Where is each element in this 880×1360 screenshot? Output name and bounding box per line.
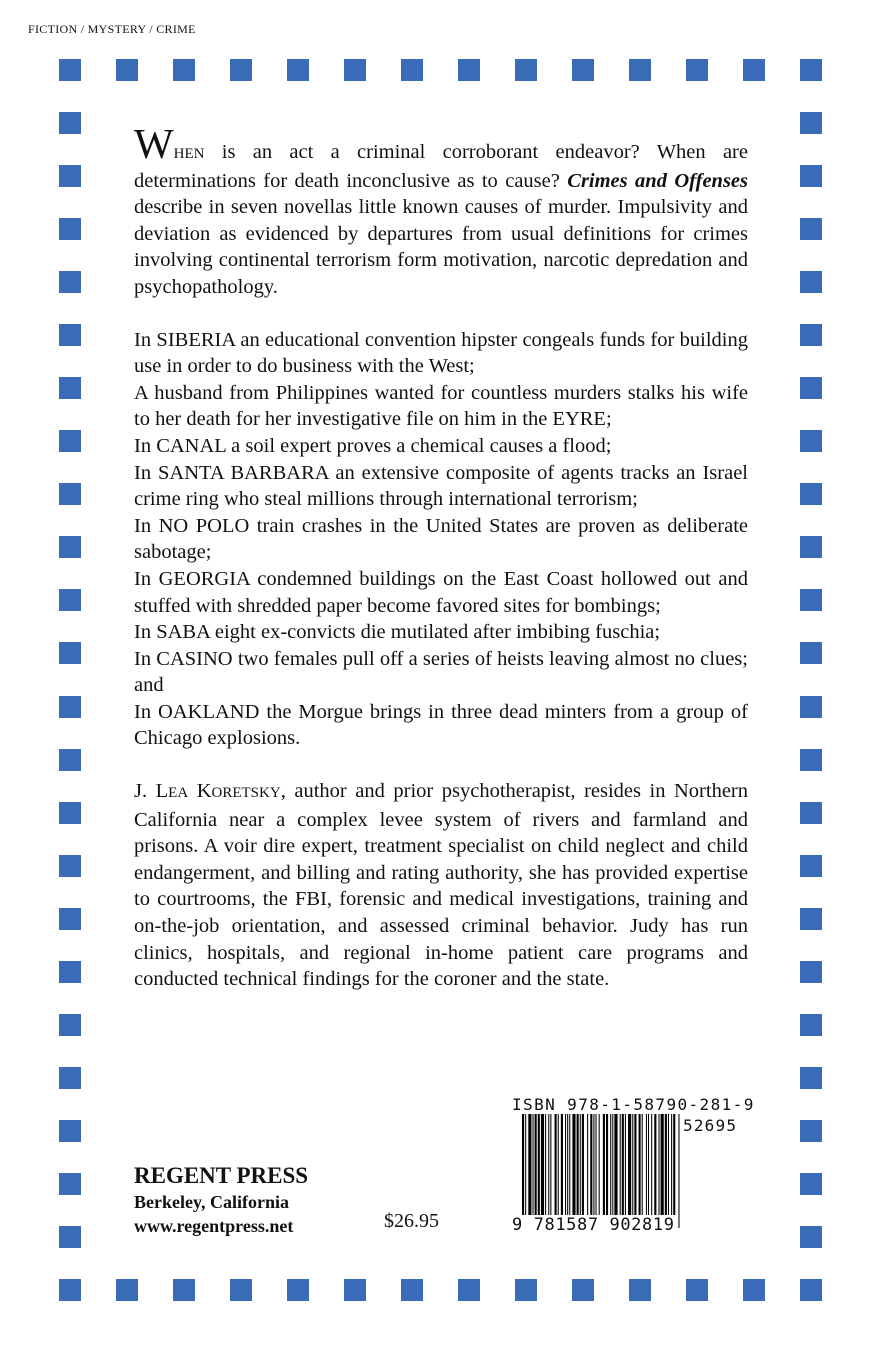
border-square (800, 377, 822, 399)
barcode-bar (622, 1114, 624, 1228)
barcode-bar (628, 1114, 631, 1228)
isbn-label: ISBN 978-1-58790-281-9 (512, 1095, 755, 1114)
border-square (800, 1120, 822, 1142)
novella-item: In CANAL a soil expert proves a chemical causes a flood; (134, 434, 612, 457)
barcode-bar (625, 1114, 626, 1228)
publisher-city: Berkeley, California (134, 1192, 289, 1212)
border-square (629, 1279, 651, 1301)
border-square (59, 483, 81, 505)
border-square (401, 1279, 423, 1301)
border-square (59, 218, 81, 240)
barcode-bar (665, 1114, 667, 1228)
border-square (59, 536, 81, 558)
border-square (59, 165, 81, 187)
border-square (59, 430, 81, 452)
border-square (59, 642, 81, 664)
border-square (59, 696, 81, 718)
barcode-bar (533, 1114, 534, 1228)
barcode-bar (550, 1114, 551, 1228)
publisher-url[interactable]: www.regentpress.net (134, 1216, 294, 1236)
barcode-bar (634, 1114, 636, 1228)
barcode-bar (577, 1114, 579, 1228)
border-square (59, 908, 81, 930)
border-square (59, 112, 81, 134)
border-square (800, 1226, 822, 1248)
border-square (287, 1279, 309, 1301)
barcode-bar (673, 1114, 675, 1228)
border-square (800, 1067, 822, 1089)
novella-item: In CASINO two females pull off a series of heists leaving almost no clues; and (134, 647, 748, 697)
border-square (59, 1226, 81, 1248)
back-cover-copy (134, 122, 749, 993)
barcode-bar (572, 1114, 575, 1228)
border-square (116, 1279, 138, 1301)
barcode-bar (651, 1114, 652, 1228)
border-square (572, 1279, 594, 1301)
border-square (458, 59, 480, 81)
publisher-block (134, 1162, 308, 1238)
barcode-bar (654, 1114, 656, 1228)
barcode-bar (632, 1114, 633, 1228)
border-square (800, 165, 822, 187)
barcode-bar (612, 1114, 613, 1228)
barcode-bar (648, 1114, 649, 1228)
border-square (686, 59, 708, 81)
border-square (230, 59, 252, 81)
barcode-bar (569, 1114, 570, 1228)
border-square (800, 324, 822, 346)
border-square (230, 1279, 252, 1301)
border-square (629, 59, 651, 81)
barcode-bar (545, 1114, 546, 1228)
barcode-bar (541, 1114, 544, 1228)
barcode-bar (668, 1114, 669, 1228)
border-square (800, 59, 822, 81)
barcode-bar (659, 1114, 660, 1228)
price-label: $26.95 (384, 1210, 439, 1232)
border-square (800, 1014, 822, 1036)
author-bio (134, 778, 748, 993)
barcode-bar (538, 1114, 540, 1228)
border-square (59, 1120, 81, 1142)
bio-text: , author and prior psychotherapist, resides in Northern California near a complex levee system of rivers and farmland and prisons. A voir dire expert, treatment specialist on child neglect and child endangerment, and billing and rating authority, she has provided expertise to courtrooms, the FBI, forensic and medical investigations, training and on-the-job orientation, and assessed criminal behavior. Judy has run clinics, hospitals, and regional in-home patient care programs and conducted technical findings for the coroner and the state. (134, 780, 749, 991)
border-square (800, 749, 822, 771)
barcode-bar (596, 1114, 597, 1228)
border-square (800, 430, 822, 452)
barcode-bar (561, 1114, 563, 1228)
border-square (458, 1279, 480, 1301)
border-square (800, 112, 822, 134)
border-square (344, 59, 366, 81)
border-square (59, 1067, 81, 1089)
barcode-bar (582, 1114, 584, 1228)
novella-item: In SIBERIA an educational convention hipster congeals funds for building use in order to do business with the West; (134, 328, 748, 378)
border-square (59, 1279, 81, 1301)
border-square (800, 1279, 822, 1301)
border-square (572, 59, 594, 81)
barcode-bar (606, 1114, 608, 1228)
novella-item: In SANTA BARBARA an extensive composite of agents tracks an Israel crime ring who steal millions through international terrorism; (134, 461, 748, 511)
drop-cap-rest: HEN (173, 146, 205, 162)
novella-item: In SABA eight ex-convicts die mutilated after imbibing fuschia; (134, 621, 661, 644)
border-square (800, 855, 822, 877)
novella-item: In NO POLO train crashes in the United States are proven as deliberate sabotage; (134, 514, 748, 564)
border-square (401, 59, 423, 81)
border-square (743, 1279, 765, 1301)
barcode-bar (548, 1114, 549, 1228)
barcode-bar (661, 1114, 664, 1228)
novella-item: A husband from Philippines wanted for countless murders stalks his wife to her death for her investigative file on him in the EYRE; (134, 381, 748, 431)
border-square (800, 536, 822, 558)
border-square (800, 589, 822, 611)
intro-paragraph (134, 122, 748, 301)
border-square (800, 696, 822, 718)
barcode-bar (525, 1114, 526, 1228)
border-square (515, 1279, 537, 1301)
barcode-bar (678, 1114, 679, 1228)
border-square (800, 642, 822, 664)
border-square (59, 802, 81, 824)
barcode-bar (610, 1114, 611, 1228)
border-square (59, 377, 81, 399)
barcode-bar (535, 1114, 537, 1228)
border-square (287, 59, 309, 81)
border-square (515, 59, 537, 81)
border-square (800, 1173, 822, 1195)
border-square (686, 1279, 708, 1301)
border-square (59, 961, 81, 983)
border-square (800, 908, 822, 930)
author-name: J. LEA KORETSKY (134, 780, 281, 803)
border-square (59, 59, 81, 81)
barcode-bar (614, 1114, 617, 1228)
border-square (800, 961, 822, 983)
novella-item: In OAKLAND the Morgue brings in three dead minters from a group of Chicago explosions. (134, 700, 748, 750)
ean-digits: 9 781587 902819 (512, 1215, 675, 1235)
barcode-bar (642, 1114, 643, 1228)
barcode-bar (522, 1114, 524, 1228)
border-square (800, 271, 822, 293)
novella-item: In GEORGIA condemned buildings on the East Coast hollowed out and stuffed with shredded paper become favored sites for bombings; (134, 567, 748, 617)
border-square (59, 271, 81, 293)
border-square (800, 483, 822, 505)
barcode-bar (580, 1114, 581, 1228)
publisher-name: REGENT PRESS (134, 1163, 309, 1188)
barcode-bar (620, 1114, 621, 1228)
intro-text-2: describe in seven novellas little known causes of murder. Impulsivity and deviation as evidenced by departures from usual definitions for crimes involving continental terrorism form motivation, narcotic depredation and psychopathology. (134, 196, 748, 298)
barcode-bar (639, 1114, 641, 1228)
border-square (800, 802, 822, 824)
barcode-bar (603, 1114, 605, 1228)
price-code: 52695 (683, 1116, 738, 1135)
barcode-bar (565, 1114, 566, 1228)
genre-label: FICTION / MYSTERY / CRIME (28, 22, 196, 36)
barcode-bar (567, 1114, 568, 1228)
intro-text-1: is an act a criminal corroborant endeavor? When are determinations for death inconclusive as to cause? (134, 141, 748, 192)
barcode-bar (587, 1114, 588, 1228)
drop-cap-letter: W (134, 122, 174, 168)
border-square (59, 1173, 81, 1195)
barcode-bar (593, 1114, 594, 1228)
border-square (59, 1014, 81, 1036)
barcode-bar (555, 1114, 557, 1228)
border-square (173, 1279, 195, 1301)
barcode-bar (558, 1114, 559, 1228)
border-square (800, 218, 822, 240)
border-square (59, 749, 81, 771)
border-square (743, 59, 765, 81)
border-square (173, 59, 195, 81)
border-square (59, 324, 81, 346)
barcode-bar (528, 1114, 531, 1228)
border-square (344, 1279, 366, 1301)
barcode-bar (671, 1114, 672, 1228)
barcode-bar (646, 1114, 647, 1228)
barcode-bar (590, 1114, 592, 1228)
book-title: Crimes and Offenses (567, 169, 748, 192)
border-square (59, 589, 81, 611)
barcode-bar (599, 1114, 600, 1228)
novella-list (134, 327, 748, 753)
border-square (116, 59, 138, 81)
border-square (59, 855, 81, 877)
